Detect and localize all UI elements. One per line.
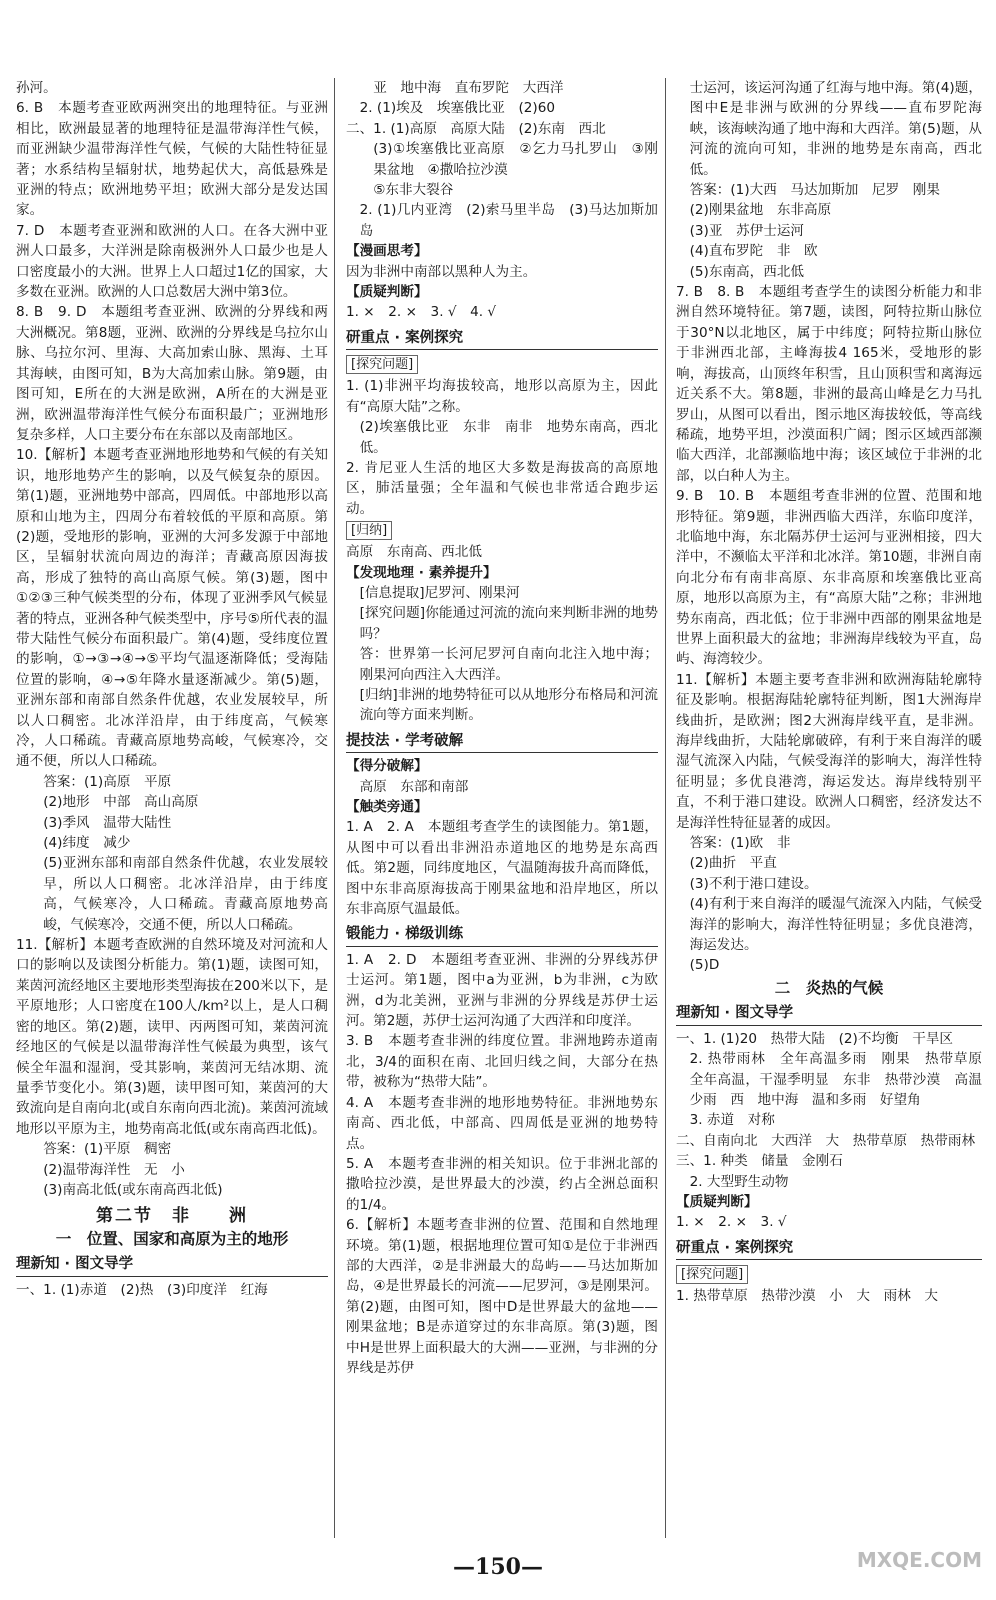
paragraph: 1. A 2. D 本题组考查亚洲、非洲的分界线苏伊士运河。第1题，图中a为亚洲，b为非洲，c为欧洲，d为北美洲，亚洲与非洲的分界线是苏伊士运河。第2题，苏伊士运河沟通了大西洋和印度洋。 xyxy=(346,951,658,1030)
text-column-left xyxy=(16,78,328,1546)
paragraph: 5. A 本题考查非洲的相关知识。位于非洲北部的撒哈拉沙漠，是世界最大的沙漠，约占全洲总面积的1/4。 xyxy=(346,1155,658,1213)
paragraph: 2. 大型野生动物 xyxy=(689,1173,789,1190)
bracket-tag: 【触类旁通】 xyxy=(346,799,428,815)
paragraph: 2. (1)几内亚湾 (2)索马里半岛 (3)马达加斯加岛 xyxy=(359,202,658,239)
paragraph: 高原 东部和南部 xyxy=(359,778,469,795)
paragraph: (2)刚果盆地 东非高原 xyxy=(689,202,832,219)
section-subtitle: 二 炎热的气候 xyxy=(774,978,884,997)
page-number: —150— xyxy=(453,1554,543,1580)
paragraph: (2)地形 中部 高山高原 xyxy=(43,794,199,811)
section-header: 理新知 · 图文导学 xyxy=(676,1003,982,1025)
paragraph: 二、1. (1)高原 高原大陆 (2)东南 西北 xyxy=(346,120,606,137)
paragraph: 11.【解析】本题考查欧洲的自然环境及对河流和人口的影响以及读图分析能力。第(1)题，读图可知，莱茵河流经地区主要地形类型海拔在200米以下，是平原地形；人口密度在100人/km²以上，是人口稠密的地区。第(2)题，读甲、丙两图可知，莱茵河流经地区的气候是以温带海洋性气候最为典型，该气候全年温和湿润，受其影响，莱茵河无结冰期、流量季节变化小。第(3)题，读甲图可知，莱茵河的大致流向是自南向北(或自东南向西北流)。莱茵河流域地形以平原为主，地势南高北低(或东南高西北低)。 xyxy=(16,937,328,1137)
section-title: 第二节 非 洲 xyxy=(96,1206,248,1227)
text-column-right xyxy=(676,78,996,1546)
bracket-tag: 【漫画思考】 xyxy=(346,243,428,260)
paragraph: (5)D xyxy=(689,957,720,974)
paragraph: (5)亚洲东部和南部自然条件优越，农业发展较早，所以人口稠密。北冰洋沿岸，由于纬度高，气候寒冷，人口稀疏。青藏高原地势高峻，气候寒冷，交通不便，所以人口稀疏。 xyxy=(43,855,328,933)
paragraph: 三、1. 种类 储量 金刚石 xyxy=(676,1153,843,1170)
bracket-tag: 【质疑判断】 xyxy=(346,284,428,301)
paragraph: (3)亚 苏伊士运河 xyxy=(689,222,805,239)
paragraph: (2)埃塞俄比亚 东非 南非 地势东南高，西北低。 xyxy=(359,419,658,456)
boxed-label-row xyxy=(346,353,658,376)
paragraph: 1. A 2. A 本题组考查学生的读图能力。第1题，从图中可以看出非洲沿赤道地区的地势是东高西低。第2题，同纬度地区，气温随海拔升高而降低，图中东非高原海拔高于刚果盆地和沿岸地区，所以东非高原气温最低。 xyxy=(346,819,658,918)
boxed-label: [归纳] xyxy=(346,521,392,540)
paragraph: 1. × 2. × 3. √ 4. √ xyxy=(346,304,497,321)
paragraph: 2. 肯尼亚人生活的地区大多数是海拔高的高原地区，肺活量强；全年温和气候也非常适合跑步运动。 xyxy=(346,459,658,517)
paragraph: (3)不利于港口建设。 xyxy=(689,875,818,892)
section-subtitle: 一 位置、国家和高原为主的地形 xyxy=(55,1229,289,1248)
boxed-label-row xyxy=(676,1263,982,1286)
paragraph: (3)①埃塞俄比亚高原 ②乞力马扎罗山 ③刚果盆地 ④撒哈拉沙漠 xyxy=(373,141,658,178)
watermark: MXQE.COM xyxy=(856,1548,982,1572)
section-header: 提技法 · 学考破解 xyxy=(346,731,658,753)
paragraph: 7. D 本题考查亚洲和欧洲的人口。在各大洲中亚洲人口最多，大洋洲是除南极洲外人口最少也是人口密度最小的大洲。世界上人口超过1亿的国家，大多数在亚洲。欧洲的人口总数居大洲中第3位。 xyxy=(16,222,328,301)
paragraph: 答案：(1)高原 平原 xyxy=(43,773,172,790)
paragraph: 答案：(1)欧 非 xyxy=(689,835,791,852)
paragraph: 1. 热带草原 热带沙漠 小 大 雨林 大 xyxy=(676,1288,938,1305)
boxed-label: [探究问题] xyxy=(346,355,418,374)
paragraph: (5)东南高，西北低 xyxy=(689,263,805,280)
paragraph: 3. B 本题考查非洲的纬度位置。非洲地跨赤道南北，3/4的面积在南、北回归线之间，大部分在热带，被称为“热带大陆”。 xyxy=(346,1033,658,1091)
bracket-tag: 【发现地理 · 素养提升】 xyxy=(346,564,497,581)
paragraph: (2)温带海洋性 无 小 xyxy=(43,1161,185,1178)
paragraph: (3)南高北低(或东南高西北低) xyxy=(43,1181,223,1198)
paragraph: 1. × 2. × 3. √ xyxy=(676,1214,787,1231)
paragraph: 一、1. (1)赤道 (2)热 (3)印度洋 红海 xyxy=(16,1281,268,1298)
paragraph: 高原 东南高、西北低 xyxy=(346,544,482,561)
paragraph: 2. 热带雨林 全年高温多雨 刚果 热带草原 全年高温，干湿季明显 东非 热带沙漠 高温少雨 西 地中海 温和多雨 好望角 xyxy=(689,1051,996,1108)
paragraph: ⑤东非大裂谷 xyxy=(373,182,454,199)
paragraph: 1. (1)非洲平均海拔较高，地形以高原为主，因此有“高原大陆”之称。 xyxy=(346,378,658,415)
paragraph: 3. 赤道 对称 xyxy=(689,1112,775,1129)
paragraph: (3)季风 温带大陆性 xyxy=(43,814,172,831)
paragraph: 因为非洲中南部以黑种人为主。 xyxy=(346,263,537,280)
text-column-middle xyxy=(346,78,658,1546)
paragraph: 10.【解析】本题考查亚洲地形地势和气候的有关知识，地形地势产生的影响，以及气候复杂的原因。第(1)题，亚洲地势中部高，四周低。中部地形以高原和山地为主，四周分布着较低的平原和高原。第(2)题，受地形的影响，亚洲的大河多发源于中部地区，呈辐射状流向周边的海洋；青藏高原因海拔高，形成了独特的高山高原气候。第(3)题，图中①②③三种气候类型的分布，体现了亚洲季风气候显著的特点，亚洲各种气候类型中，序号⑤所代表的温带大陆性气候分布面积最广。第(4)题，受纬度位置的影响，①→③→④→⑤平均气温逐渐降低；受海陆位置的影响，④→⑤年降水量逐渐减少。第(5)题，亚洲东部和南部自然条件优越，农业发展较早，所以人口稠密。北冰洋沿岸，由于纬度高，气候寒冷，人口稀疏。青藏高原地势高峻，气候寒冷，交通不便，所以人口稀疏。 xyxy=(16,447,328,770)
section-header: 研重点 · 案例探究 xyxy=(676,1238,982,1260)
paragraph: 答案：(1)大西 马达加斯加 尼罗 刚果 xyxy=(689,182,940,199)
paragraph: [信息提取]尼罗河、刚果河 xyxy=(359,584,520,601)
section-header: 锻能力 · 梯级训练 xyxy=(346,924,658,946)
paragraph: 6.【解析】本题考查非洲的位置、范围和自然地理环境。第(1)题，根据地理位置可知①是位于非洲西部的大西洋，②是非洲最大的岛屿——马达加斯加岛，④是世界最长的河流——尼罗河，③是刚果河。第(2)题，由图可知，图中D是世界最大的盆地——刚果盆地；B是赤道穿过的东非高原。第(3)题，图中H是世界上面积最大的大洲——亚洲，与非洲的分界线是苏伊 xyxy=(346,1217,658,1376)
paragraph: (4)有利于来自海洋的暖湿气流深入内陆，气候受海洋的影响大，海洋性特征明显；多优良港湾，海运发达。 xyxy=(689,896,982,954)
paragraph: 二、自南向北 大西洋 大 热带草原 热带雨林 xyxy=(676,1132,976,1149)
paragraph: 亚 地中海 直布罗陀 大西洋 xyxy=(373,80,564,96)
paragraph: (2)曲折 平直 xyxy=(689,855,777,872)
paragraph: 7. B 8. B 本题组考查学生的读图分析能力和非洲自然环境特征。第7题，读图，阿特拉斯山脉位于30°N以北地区，属于中纬度；阿特拉斯山脉位于非洲西北部，主峰海拔4 165米，受地形的影响，海拔高，山顶终年积雪，且山顶积雪和离海远近关系不大。第8题，非洲的最高山峰是乞力马扎罗山，从图可以看出，图示地区海拔较低，等高线稀疏，地势平坦，沙漠面积广阔；图示区域西部濒临大西洋，北部濒临地中海；该区域位于非洲的北部，以白种人为主。 xyxy=(676,284,982,484)
paragraph: (4)直布罗陀 非 欧 xyxy=(689,243,818,260)
paragraph: 士运河，该运河沟通了红海与地中海。第(4)题，图中E是非洲与欧洲的分界线——直布罗陀海峡，该海峡沟通了地中海和大西洋。第(5)题，从河流的流向可知，非洲的地势是东南高，西北低。 xyxy=(689,80,982,178)
paragraph: 6. B 本题考查亚欧两洲突出的地理特征。与亚洲相比，欧洲最显著的地理特征是温带海洋性气候，而亚洲缺少温带海洋性气候，气候的大陆性特征显著；水系结构呈辐射状，地势起伏大，高低悬殊是亚洲的特点；欧洲地势平坦；欧洲大部分是发达国家。 xyxy=(16,100,328,219)
paragraph: 8. B 9. D 本题组考查亚洲、欧洲的分界线和两大洲概况。第8题，亚洲、欧洲的分界线是乌拉尔山脉、乌拉尔河、里海、大高加索山脉、黑海、土耳其海峡，由图可知，B为大高加索山脉。第9题，由图可知，E所在的大洲是欧洲，A所在的大洲是亚洲，欧洲温带海洋性气候分布面积最广；亚洲地形复杂多样，人口主要分布在东部以及南部地区。 xyxy=(16,304,328,443)
paragraph: (4)纬度 减少 xyxy=(43,835,131,852)
boxed-label: [探究问题] xyxy=(676,1265,748,1284)
column-divider-right xyxy=(665,78,666,1538)
paragraph: 11.【解析】本题主要考查非洲和欧洲海陆轮廓特征及影响。根据海陆轮廓特征判断，图1大洲海岸线曲折，是欧洲；图2大洲海岸线平直，是非洲。海岸线曲折，大陆轮廓破碎，有利于来自海洋的暖湿气流深入内陆，气候受海洋的影响大，海洋性特征明显；多优良港湾，海运发达。海岸线特别平直，不利于港口建设。欧洲人口稠密，经济发达不是海洋性特征显著的成因。 xyxy=(676,671,982,831)
paragraph: 一、1. (1)20 热带大陆 (2)不均衡 干旱区 xyxy=(676,1030,954,1047)
bracket-tag: 【质疑判断】 xyxy=(676,1193,758,1210)
paragraph: 2. (1)埃及 埃塞俄比亚 (2)60 xyxy=(359,100,556,117)
section-header: 研重点 · 案例探究 xyxy=(346,328,658,350)
paragraph: 9. B 10. B 本题组考查非洲的位置、范围和地形特征。第9题，非洲西临大西洋，东临印度洋，北临地中海，东北隔苏伊士运河与亚洲相接，四大洋中，不濒临太平洋和北冰洋。第10题，非洲自南向北分布有南非高原、东非高原和埃塞俄比亚高原，地形以高原为主，有“高原大陆”之称；非洲地势东南高，西北低；位于非洲中西部的刚果盆地是世界上面积最大的盆地；非洲海岸线较为平直，岛屿、海湾较少。 xyxy=(676,488,982,668)
paragraph: [归纳]非洲的地势特征可以从地形分布格局和河流流向等方面来判断。 xyxy=(359,686,658,724)
column-divider-left xyxy=(334,78,335,1538)
paragraph: [探究问题]你能通过河流的流向来判断非洲的地势吗？ xyxy=(359,605,658,642)
paragraph: 孙河。 xyxy=(16,80,57,96)
section-header: 理新知 · 图文导学 xyxy=(16,1254,328,1276)
paragraph: 答案：(1)平原 稠密 xyxy=(43,1141,172,1158)
bracket-tag: 【得分破解】 xyxy=(346,758,428,775)
boxed-label-row xyxy=(346,519,658,542)
paragraph: 答：世界第一长河尼罗河自南向北注入地中海；刚果河向西注入大西洋。 xyxy=(359,646,658,683)
paragraph: 4. A 本题考查非洲的地形地势特征。非洲地势东南高、西北低，中部高、四周低是亚洲的地势特点。 xyxy=(346,1094,658,1152)
